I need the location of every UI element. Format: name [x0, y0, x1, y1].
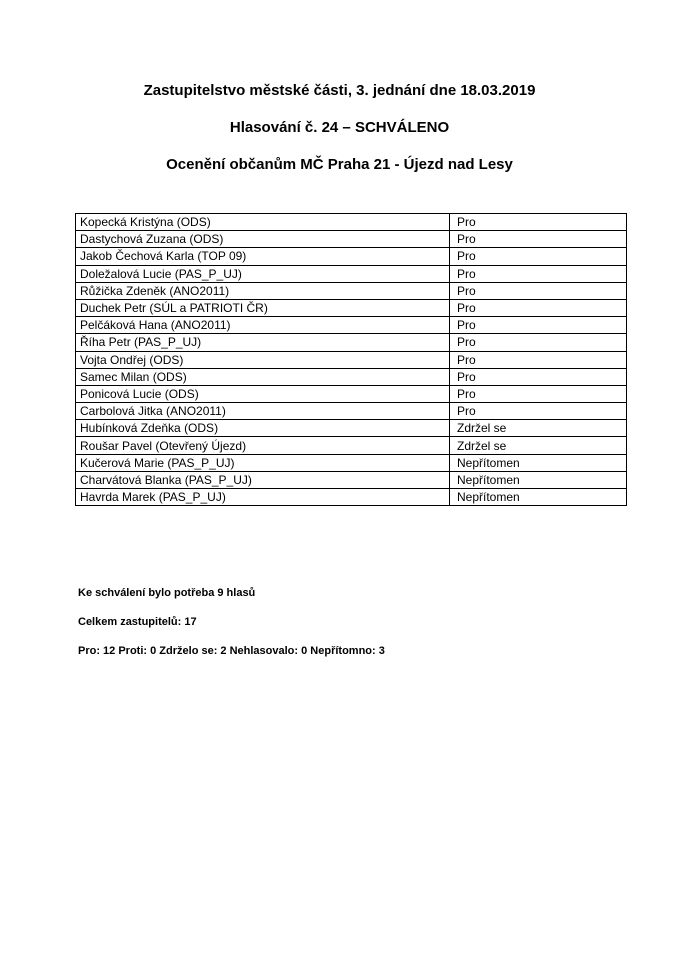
member-name-cell: Carbolová Jitka (ANO2011) [76, 403, 450, 420]
member-name-cell: Jakob Čechová Karla (TOP 09) [76, 248, 450, 265]
table-row [76, 368, 627, 385]
table-row [76, 489, 627, 506]
table-row [76, 214, 627, 231]
table-row [76, 420, 627, 437]
vote-cell: Pro [450, 214, 627, 231]
vote-cell: Pro [450, 231, 627, 248]
member-name-cell: Říha Petr (PAS_P_UJ) [76, 334, 450, 351]
vote-cell: Pro [450, 248, 627, 265]
vote-cell: Pro [450, 385, 627, 402]
vote-cell: Zdržel se [450, 420, 627, 437]
member-name-cell: Hubínková Zdeňka (ODS) [76, 420, 450, 437]
member-name-cell: Roušar Pavel (Otevřený Újezd) [76, 437, 450, 454]
member-name-cell: Charvátová Blanka (PAS_P_UJ) [76, 471, 450, 488]
vote-cell: Pro [450, 351, 627, 368]
vote-cell: Pro [450, 265, 627, 282]
member-name-cell: Samec Milan (ODS) [76, 368, 450, 385]
vote-cell: Pro [450, 282, 627, 299]
table-row [76, 351, 627, 368]
vote-cell: Pro [450, 403, 627, 420]
total-members-line: Celkem zastupitelů: 17 [78, 616, 197, 628]
member-name-cell: Havrda Marek (PAS_P_UJ) [76, 489, 450, 506]
table-row [76, 299, 627, 316]
member-name-cell: Kučerová Marie (PAS_P_UJ) [76, 454, 450, 471]
vote-cell: Nepřítomen [450, 489, 627, 506]
vote-counts-line: Pro: 12 Proti: 0 Zdrželo se: 2 Nehlasovalo: 0 Nepřítomno: 3 [78, 645, 385, 657]
voting-table-body [76, 214, 627, 506]
member-name-cell: Duchek Petr (SÚL a PATRIOTI ČR) [76, 299, 450, 316]
table-row [76, 334, 627, 351]
table-row [76, 282, 627, 299]
vote-cell: Zdržel se [450, 437, 627, 454]
voting-table [75, 213, 627, 506]
table-row [76, 471, 627, 488]
table-row [76, 265, 627, 282]
vote-cell: Pro [450, 368, 627, 385]
required-votes-line: Ke schválení bylo potřeba 9 hlasů [78, 587, 256, 599]
table-row [76, 248, 627, 265]
table-row [76, 385, 627, 402]
vote-cell: Pro [450, 299, 627, 316]
member-name-cell: Dastychová Zuzana (ODS) [76, 231, 450, 248]
vote-result-title: Hlasování č. 24 – SCHVÁLENO [229, 119, 450, 136]
member-name-cell: Ponicová Lucie (ODS) [76, 385, 450, 402]
member-name-cell: Doležalová Lucie (PAS_P_UJ) [76, 265, 450, 282]
vote-cell: Nepřítomen [450, 454, 627, 471]
meeting-title: Zastupitelstvo městské části, 3. jednání dne 18.03.2019 [143, 82, 536, 99]
table-row [76, 231, 627, 248]
vote-cell: Nepřítomen [450, 471, 627, 488]
vote-cell: Pro [450, 317, 627, 334]
table-row [76, 437, 627, 454]
vote-summary [78, 586, 385, 658]
table-row [76, 317, 627, 334]
member-name-cell: Růžička Zdeněk (ANO2011) [76, 282, 450, 299]
table-row [76, 403, 627, 420]
table-row [76, 454, 627, 471]
member-name-cell: Pelčáková Hana (ANO2011) [76, 317, 450, 334]
member-name-cell: Kopecká Kristýna (ODS) [76, 214, 450, 231]
member-name-cell: Vojta Ondřej (ODS) [76, 351, 450, 368]
vote-subject-title: Ocenění občanům MČ Praha 21 - Újezd nad Lesy [166, 156, 513, 173]
document-header [0, 81, 679, 175]
vote-cell: Pro [450, 334, 627, 351]
